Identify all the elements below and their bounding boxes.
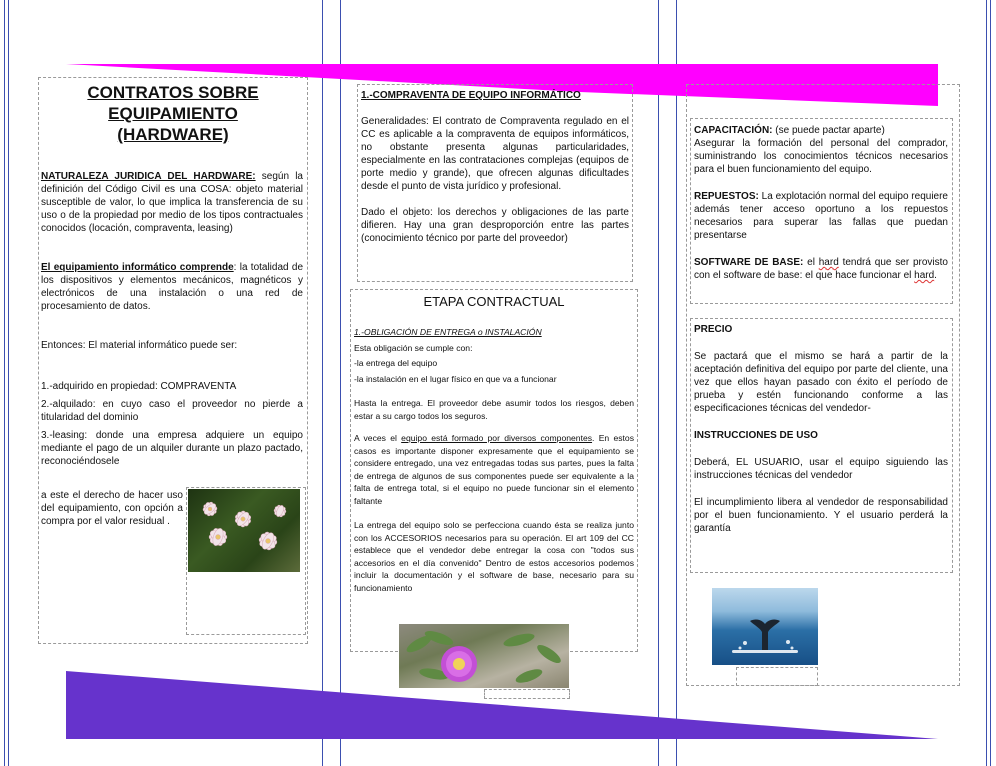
obligacion-item: -la entrega del equipo	[354, 358, 438, 368]
column-1-title	[40, 82, 306, 145]
comprende-heading: El equipamiento informático comprende	[41, 262, 234, 273]
software-text: el	[803, 257, 819, 268]
repuestos-text: La explotación normal del equipo requiere además tener acceso oportuno a los repuestos necesarios para superar las fallas que puedan presentarse	[694, 191, 948, 241]
naturaleza-heading: NATURALEZA JURIDICA DEL HARDWARE:	[41, 171, 256, 182]
obligacion-line: Esta obligación se cumple con:	[354, 342, 473, 353]
precio-heading: PRECIO	[694, 324, 733, 335]
aveces-pre: A veces el	[354, 433, 402, 443]
aveces-paragraph	[354, 432, 634, 507]
comprende-paragraph	[41, 261, 303, 313]
repuestos-paragraph	[694, 190, 948, 242]
title-line: (HARDWARE)	[117, 125, 229, 144]
flowers-icon	[188, 489, 300, 572]
capacitacion-heading: CAPACITACIÓN:	[694, 125, 773, 136]
software-paragraph	[694, 256, 948, 282]
instrucciones-text: Deberá, EL USUARIO, usar el equipo siguiendo las instrucciones técnicas del vendedor	[694, 457, 948, 481]
whale-caption-frame	[736, 667, 818, 686]
column-1-body	[41, 170, 303, 468]
compraventa-heading-text: 1.-COMPRAVENTA DE EQUIPO INFORMÁTICO	[361, 90, 581, 101]
hasta-text: Hasta la entrega. El proveedor debe asumir todos los riesgos, deben estar a su cargo todos los seguros.	[354, 398, 634, 421]
leasing-continuation: a este el derecho de hacer uso del equipamiento, con opción a compra por el valor residual .	[41, 490, 183, 527]
obligacion-heading: 1.-OBLIGACIÓN DE ENTREGA o INSTALACIÓN	[354, 327, 542, 337]
comprende-text: : la totalidad de los dispositivos y elementos mecánicos, magnéticos y electrónicos de una instalación o una red de procesamiento de datos.	[41, 262, 303, 312]
aveces-post: . En estos casos es importante disponer expresamente que el equipamiento se considere entregado, una vez entregadas todas sus partes, pues la falta de entrega de algunos de sus componentes puede ser equivalente a la falta de entrega total, si el equipo no puede funcionar sin el elemento faltante	[354, 433, 634, 506]
flowers-photo	[188, 489, 300, 572]
whale-tail-icon	[712, 588, 818, 665]
item-compraventa: 1.-adquirido en propiedad: COMPRAVENTA	[41, 381, 237, 392]
entonces-text: Entonces: El material informático puede ser:	[41, 340, 238, 351]
compraventa-body	[361, 115, 629, 245]
column-3-top-body	[694, 124, 948, 282]
generalidades-text: Generalidades: El contrato de Compraventa regulado en el CC es aplicable a la compraventa de equipos informáticos, no obstante presenta algunas particularidades, especialmente en las contrataciones complejas (equipos de porte medio y grande), que ofrecen algunas dificultades desde el punto de vista jurídico y profesional.	[361, 116, 629, 192]
repuestos-heading: REPUESTOS:	[694, 191, 759, 202]
naturaleza-text: según la definición del Código Civil es una COSA: objeto material susceptible de valor, lo que implica la transferencia de su uso o de la propiedad por medio de los tipos contractuales conocidos (locación, compraventa, leasing)	[41, 171, 303, 234]
succulent-caption-frame	[484, 689, 570, 699]
etapa-body	[354, 326, 634, 594]
software-heading: SOFTWARE DE BASE:	[694, 257, 804, 268]
software-text: .	[934, 270, 937, 281]
objeto-text: Dado el objeto: los derechos y obligaciones de las parte difieren. Hay una gran desproporción entre las partes (conocimiento técnico por parte del proveedor)	[361, 207, 629, 244]
succulent-photo	[399, 624, 569, 688]
item-leasing: 3.-leasing: donde una empresa adquiere un equipo mediante el pago de un alquiler durante un plazo pactado, reconociéndosele	[41, 430, 303, 467]
capacitacion-paragraph	[694, 124, 948, 137]
precio-text: Se pactará que el mismo se hará a partir de la aceptación definitiva del equipo por parte del cliente, una vez que ellos hayan pasado con éxito el período de prueba y estén funcionando conforme a las especificaciones técnicas del vendedor-	[694, 351, 948, 414]
hard-word: hard	[818, 257, 839, 268]
obligacion-item: -la instalación en el lugar físico en que va a funcionar	[354, 373, 557, 384]
etapa-title: ETAPA CONTRACTUAL	[423, 294, 565, 309]
incumplimiento-text: El incumplimiento libera al vendedor de responsabilidad por el buen funcionamiento. Y el usuario perderá la garantía	[694, 497, 948, 534]
aveces-underlined: equipo está formado por diversos componentes	[401, 433, 593, 443]
hard-word: hard	[914, 270, 935, 281]
title-line: CONTRATOS SOBRE	[87, 83, 259, 102]
compraventa-heading	[361, 89, 629, 102]
capacitacion-note: (se puede pactar aparte)	[772, 125, 885, 136]
capacitacion-text: Asegurar la formación del personal del comprador, suministrando los conocimientos técnicos necesarios para el buen funcionamiento del equipo.	[694, 138, 948, 175]
entrega-text: La entrega del equipo solo se perfecciona cuando ésta se realiza junto con los ACCESORIOS necesarios para su operación. El art 109 del CC establece que el vendedor debe entregar la cosa con "todos sus accesorios en el día convenido" Dentro de estos accesorios podemos incluir la documentación y el software de base, necesario para su funcionamiento	[354, 520, 634, 593]
naturaleza-paragraph	[41, 170, 303, 235]
succulent-icon	[399, 624, 569, 688]
column-3-bottom-body	[694, 323, 948, 535]
instrucciones-heading: INSTRUCCIONES DE USO	[694, 430, 818, 441]
whale-tail-photo	[712, 588, 818, 665]
item-alquilado: 2.-alquilado: en cuyo caso el proveedor no pierde a titularidad del dominio	[41, 399, 303, 423]
title-line: EQUIPAMIENTO	[108, 104, 238, 123]
software-text: tendrá que ser provisto con el software de base: el que hace funcionar el	[694, 257, 948, 281]
